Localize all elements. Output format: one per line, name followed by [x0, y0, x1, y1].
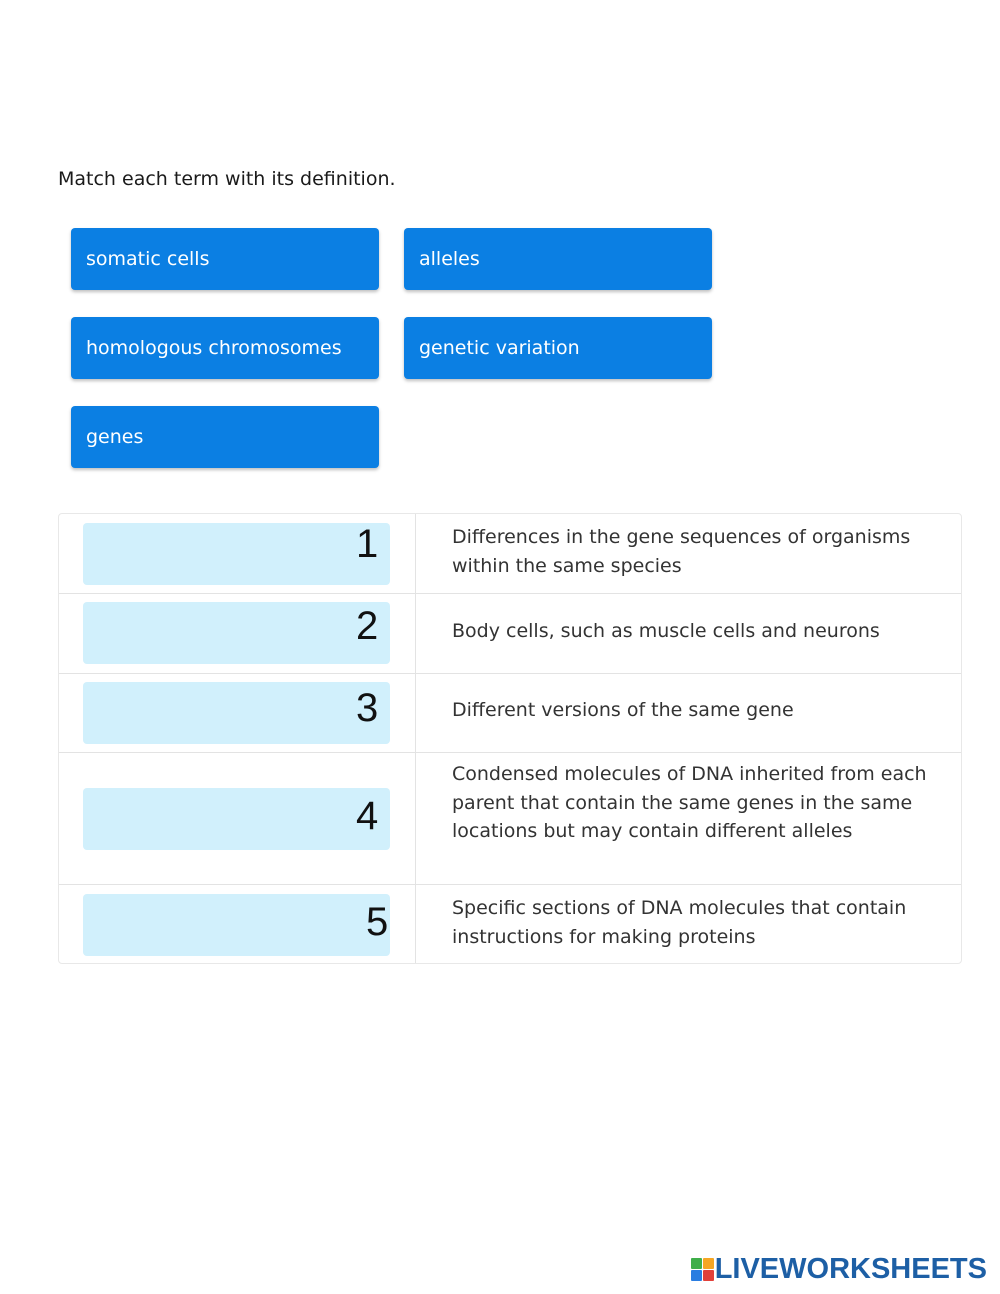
drop-zone-4[interactable] — [83, 788, 390, 850]
drop-zone-1[interactable] — [83, 523, 390, 585]
column-divider — [415, 885, 416, 963]
column-divider — [415, 514, 416, 593]
match-row-1 — [59, 514, 961, 594]
logo-square-orange — [703, 1258, 714, 1269]
term-homologous-chromosomes[interactable]: homologous chromosomes — [71, 317, 379, 379]
row-number-1: 1 — [356, 522, 379, 566]
logo-icon — [691, 1258, 713, 1280]
definition-4: Condensed molecules of DNA inherited from each parent that contain the same genes in the same locations but may contain different alleles — [452, 763, 927, 842]
logo-square-red — [703, 1270, 714, 1281]
match-row-4 — [59, 753, 961, 885]
term-genetic-variation[interactable]: genetic variation — [404, 317, 712, 379]
term-alleles[interactable]: alleles — [404, 228, 712, 290]
definition-2: Body cells, such as muscle cells and neurons — [452, 620, 880, 642]
row-number-4: 4 — [356, 794, 379, 838]
drop-zone-2[interactable] — [83, 602, 390, 664]
logo-square-blue — [691, 1270, 702, 1281]
term-somatic-cells[interactable]: somatic cells — [71, 228, 379, 290]
logo-square-green — [691, 1258, 702, 1269]
column-divider — [415, 753, 416, 884]
row-number-2: 2 — [356, 604, 379, 648]
match-row-2 — [59, 594, 961, 674]
term-genes[interactable]: genes — [71, 406, 379, 468]
definition-1: Differences in the gene sequences of organisms within the same species — [452, 526, 911, 577]
definition-5: Specific sections of DNA molecules that contain instructions for making proteins — [452, 897, 907, 948]
drop-zone-5[interactable] — [83, 894, 390, 956]
liveworksheets-logo — [691, 1254, 987, 1284]
brand-name: LIVEWORKSHEETS — [714, 1252, 987, 1285]
column-divider — [415, 594, 416, 673]
drop-zone-3[interactable] — [83, 682, 390, 744]
row-number-5: 5 — [366, 900, 389, 944]
definition-3: Different versions of the same gene — [452, 699, 794, 721]
matching-table — [58, 513, 962, 964]
match-row-5 — [59, 885, 961, 963]
instruction-text: Match each term with its definition. — [58, 168, 396, 190]
column-divider — [415, 674, 416, 752]
row-number-3: 3 — [356, 686, 379, 730]
match-row-3 — [59, 674, 961, 753]
